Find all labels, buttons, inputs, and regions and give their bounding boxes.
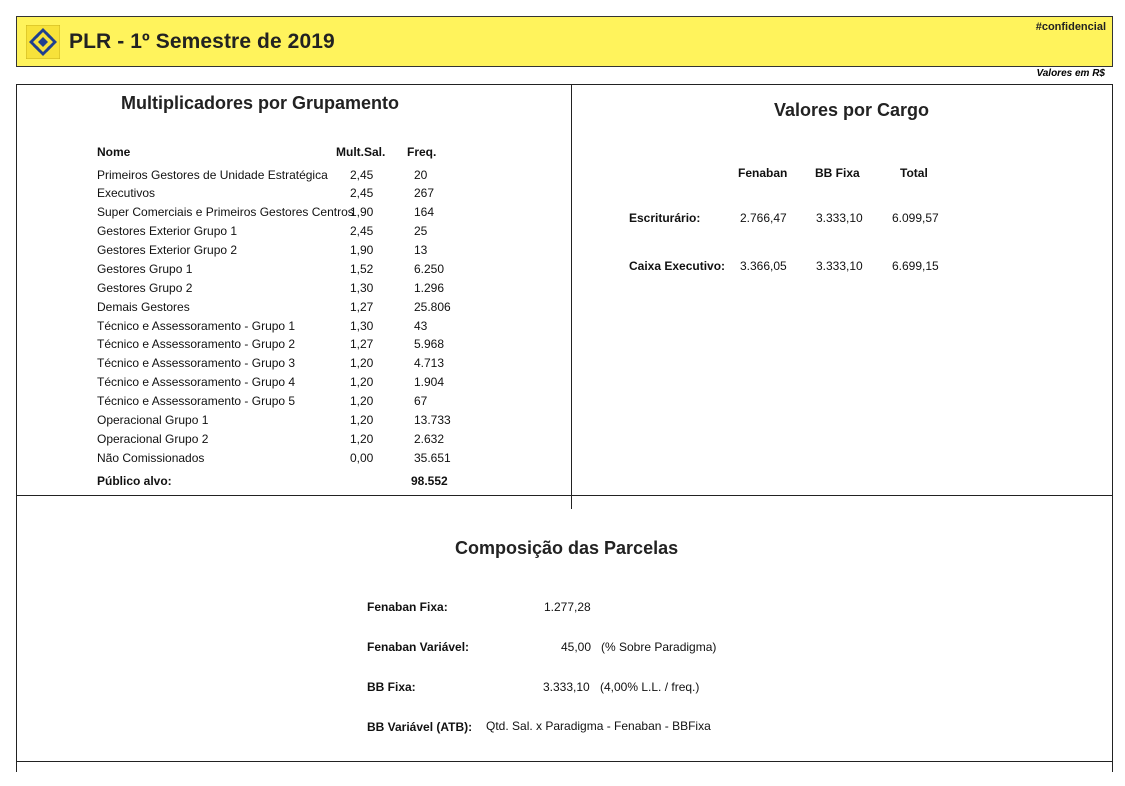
row-freq: 1.296 [414, 281, 445, 295]
valores-title: Valores por Cargo [774, 100, 930, 120]
row-nome: Operacional Grupo 2 [97, 432, 209, 446]
column-header-bbfixa: BB Fixa [815, 166, 860, 180]
row-mult: 1,20 [350, 394, 374, 408]
bb-variavel-value: Qtd. Sal. x Paradigma - Fenaban - BBFixa [486, 719, 711, 733]
bb-variavel-label: BB Variável (ATB): [367, 720, 473, 734]
row-freq: 2.632 [414, 432, 445, 446]
fenaban-variavel-note: (% Sobre Paradigma) [601, 640, 717, 654]
row-nome: Gestores Grupo 1 [97, 262, 193, 276]
row-mult: 1,52 [350, 262, 374, 276]
row-freq: 35.651 [414, 451, 451, 465]
row-nome: Gestores Exterior Grupo 2 [97, 243, 238, 257]
row-mult: 2,45 [350, 224, 374, 238]
row-freq: 5.968 [414, 337, 445, 351]
row-nome: Gestores Exterior Grupo 1 [97, 224, 238, 238]
row-nome: Super Comerciais e Primeiros Gestores Centros [97, 205, 354, 219]
row-freq: 25 [414, 224, 428, 238]
bb-fixa-value: 3.333,10 [543, 680, 590, 694]
fenaban-variavel-label: Fenaban Variável: [367, 640, 470, 654]
row-mult: 1,20 [350, 356, 374, 370]
row-freq: 4.713 [414, 356, 445, 370]
row-freq: 13 [414, 243, 428, 257]
row-freq: 43 [414, 319, 428, 333]
row-freq: 1.904 [414, 375, 445, 389]
cargo-bbfixa: 3.333,10 [816, 259, 863, 273]
row-freq: 164 [414, 205, 435, 219]
confidential-tag: #confidencial [1035, 21, 1106, 33]
row-mult: 1,90 [350, 205, 374, 219]
cargo-total: 6.699,15 [892, 259, 939, 273]
column-header-fenaban: Fenaban [738, 166, 788, 180]
row-nome: Primeiros Gestores de Unidade Estratégica [97, 168, 328, 182]
cargo-fenaban: 3.366,05 [740, 259, 787, 273]
row-mult: 0,00 [350, 451, 374, 465]
currency-note: Valores em R$ [1036, 68, 1105, 79]
page-title: PLR - 1º Semestre de 2019 [69, 30, 335, 53]
cargo-label: Caixa Executivo: [629, 259, 726, 273]
row-mult: 1,20 [350, 432, 374, 446]
cargo-label: Escriturário: [629, 211, 701, 225]
fenaban-fixa-value: 1.277,28 [544, 600, 591, 614]
row-freq: 6.250 [414, 262, 445, 276]
row-freq: 267 [414, 186, 435, 200]
row-mult: 1,27 [350, 300, 374, 314]
row-freq: 20 [414, 168, 428, 182]
frame-bottom-line [16, 761, 1113, 762]
frame-top-line [16, 84, 1113, 85]
row-mult: 1,27 [350, 337, 374, 351]
row-nome: Técnico e Assessoramento - Grupo 2 [97, 337, 296, 351]
row-mult: 2,45 [350, 186, 374, 200]
row-nome: Demais Gestores [97, 300, 190, 314]
cargo-total: 6.099,57 [892, 211, 939, 225]
section-divider-vertical [571, 84, 572, 509]
row-mult: 1,20 [350, 413, 374, 427]
frame-right-line [1112, 84, 1113, 772]
row-mult: 1,30 [350, 281, 374, 295]
row-mult: 1,20 [350, 375, 374, 389]
frame-left-line [16, 84, 17, 772]
bb-fixa-label: BB Fixa: [367, 680, 416, 694]
publico-alvo-label: Público alvo: [97, 474, 172, 488]
row-mult: 2,45 [350, 168, 374, 182]
row-mult: 1,90 [350, 243, 374, 257]
composicao-title: Composição das Parcelas [455, 538, 679, 558]
column-header-nome: Nome [97, 145, 131, 159]
bb-fixa-note: (4,00% L.L. / freq.) [600, 680, 700, 694]
row-freq: 25.806 [414, 300, 451, 314]
row-nome: Técnico e Assessoramento - Grupo 5 [97, 394, 296, 408]
row-nome: Não Comissionados [97, 451, 205, 465]
multiplicadores-title: Multiplicadores por Grupamento [121, 93, 400, 113]
row-nome: Operacional Grupo 1 [97, 413, 209, 427]
section-divider-horizontal [16, 495, 1113, 496]
row-nome: Técnico e Assessoramento - Grupo 3 [97, 356, 296, 370]
row-freq: 13.733 [414, 413, 451, 427]
row-nome: Técnico e Assessoramento - Grupo 4 [97, 375, 296, 389]
header-bar [16, 16, 1113, 67]
fenaban-variavel-value: 45,00 [561, 640, 592, 654]
column-header-total: Total [900, 166, 928, 180]
banco-do-brasil-logo-icon [26, 25, 60, 59]
publico-alvo-value: 98.552 [411, 474, 448, 488]
row-nome: Gestores Grupo 2 [97, 281, 193, 295]
row-mult: 1,30 [350, 319, 374, 333]
row-nome: Técnico e Assessoramento - Grupo 1 [97, 319, 296, 333]
row-nome: Executivos [97, 186, 156, 200]
cargo-bbfixa: 3.333,10 [816, 211, 863, 225]
row-freq: 67 [414, 394, 428, 408]
column-header-mult: Mult.Sal. [336, 145, 386, 159]
cargo-fenaban: 2.766,47 [740, 211, 787, 225]
fenaban-fixa-label: Fenaban Fixa: [367, 600, 448, 614]
column-header-freq: Freq. [407, 145, 437, 159]
